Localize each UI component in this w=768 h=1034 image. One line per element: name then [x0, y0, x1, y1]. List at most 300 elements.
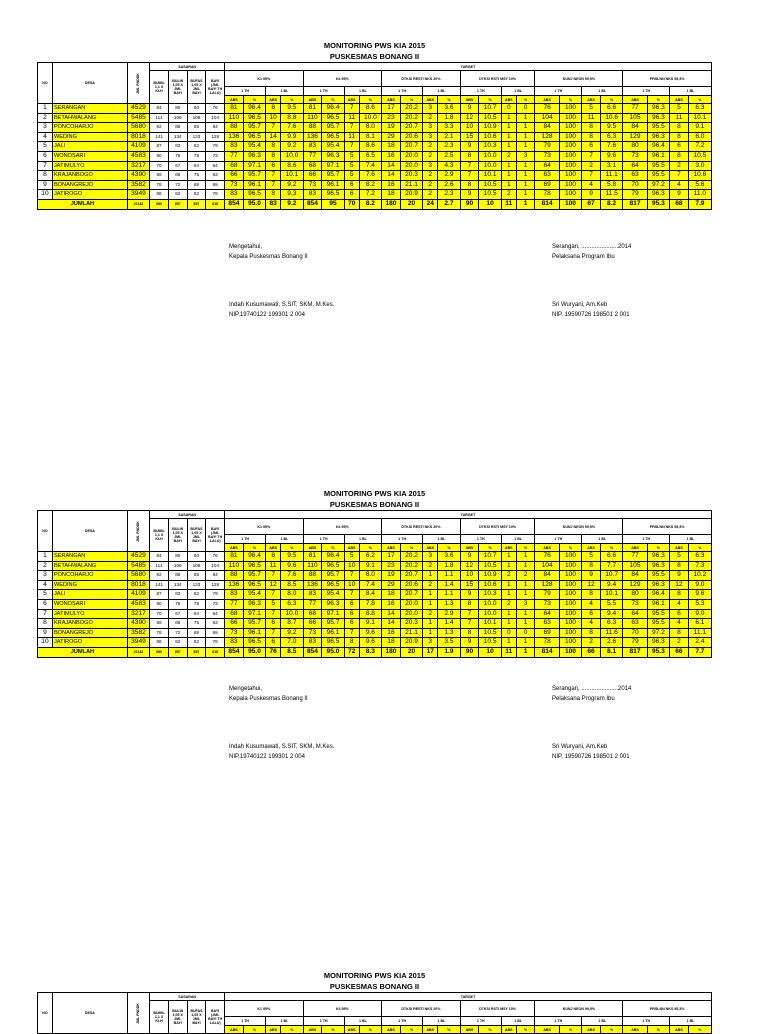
table-cell: 100: [559, 628, 581, 638]
col-abs: ABS: [535, 1026, 559, 1034]
table-cell: 7: [344, 571, 359, 581]
table-cell: 9.5: [281, 104, 303, 114]
table-cell: 1: [501, 561, 516, 571]
table-cell: 141: [150, 132, 169, 142]
table-cell: 1: [516, 609, 535, 619]
table-cell: 83: [168, 590, 187, 600]
table-cell: 20.0: [400, 599, 422, 609]
table-cell: 69: [206, 628, 225, 638]
table-cell: 11.1: [600, 171, 622, 181]
table-cell: 73: [303, 180, 322, 190]
col-1bl: 1 BL: [582, 87, 623, 96]
col-abs: ABS: [344, 96, 359, 104]
table-cell: 9.1: [688, 123, 711, 133]
table-cell: 9: [460, 104, 479, 114]
table-cell: 133: [187, 580, 206, 590]
table-cell: 5: [670, 552, 689, 562]
table-cell: 7: [266, 628, 281, 638]
total-row: [38, 647, 712, 657]
table-cell: 6: [266, 638, 281, 648]
table-cell: KRAJANBOGO: [52, 171, 127, 181]
col-abs: ABS: [303, 544, 322, 552]
table-cell: 8.6: [359, 142, 381, 152]
table-cell: 9: [582, 190, 601, 200]
table-cell: 63: [535, 171, 559, 181]
table-cell: 70: [150, 609, 169, 619]
table-cell: 76: [535, 552, 559, 562]
table-cell: 1: [501, 161, 516, 171]
table-cell: 10.5: [479, 190, 501, 200]
table-cell: 8.6: [359, 104, 381, 114]
table-cell: 73: [303, 628, 322, 638]
total-cell: 8.3: [359, 647, 381, 657]
table-cell: 77: [225, 599, 244, 609]
table-cell: 83: [168, 142, 187, 152]
signature-right: [552, 684, 631, 762]
table-cell: 3.6: [438, 552, 460, 562]
table-cell: 104: [206, 113, 225, 123]
table-cell: 1: [501, 123, 516, 133]
table-cell: 8: [266, 190, 281, 200]
col-1th: 1 TH: [623, 535, 670, 544]
table-cell: 16: [382, 180, 401, 190]
table-row: [38, 552, 712, 562]
table-cell: 21.1: [400, 180, 422, 190]
total-cell: 818: [206, 647, 225, 657]
table-cell: JALI: [52, 590, 127, 600]
table-cell: 136: [303, 580, 322, 590]
col-pct: %: [400, 544, 422, 552]
table-cell: 64: [187, 609, 206, 619]
table-cell: 63: [535, 619, 559, 629]
table-cell: KRAJANBOGO: [52, 619, 127, 629]
col-abs: ABS: [423, 544, 438, 552]
table-cell: 1: [423, 571, 438, 581]
table-cell: 84: [206, 571, 225, 581]
table-cell: 8: [582, 561, 601, 571]
table-cell: 9.6: [688, 590, 711, 600]
table-cell: 9.4: [600, 609, 622, 619]
table-cell: JATIMULYO: [52, 161, 127, 171]
table-cell: 10.7: [600, 571, 622, 581]
col-bumil: BUMIL 1,1 X KLH: [150, 1001, 169, 1034]
table-cell: 2: [423, 171, 438, 181]
table-cell: 16: [382, 599, 401, 609]
table-cell: 10: [344, 580, 359, 590]
table-cell: 82: [168, 190, 187, 200]
col-1th: 1 TH: [382, 1017, 423, 1026]
table-cell: 5: [344, 552, 359, 562]
total-cell: 95: [322, 199, 344, 209]
table-cell: 4390: [127, 619, 149, 629]
table-cell: 12: [266, 580, 281, 590]
signature-left: [229, 684, 334, 762]
col-1th: 1 TH: [382, 87, 423, 96]
table-cell: 136: [303, 132, 322, 142]
table-cell: 69: [535, 628, 559, 638]
table-cell: 96.3: [647, 104, 669, 114]
table-cell: 73: [225, 180, 244, 190]
table-cell: 97.1: [322, 609, 344, 619]
col-1th: 1 TH: [535, 1017, 582, 1026]
table-cell: 67: [168, 161, 187, 171]
table-cell: 114: [150, 561, 169, 571]
table-cell: 1: [516, 638, 535, 648]
table-cell: 10: [460, 123, 479, 133]
table-cell: 20.6: [400, 132, 422, 142]
table-cell: 70: [150, 161, 169, 171]
table-cell: 5: [344, 171, 359, 181]
place-date: Serangan, ......................2014: [552, 244, 632, 250]
table-cell: 80: [168, 104, 187, 114]
table-cell: 79: [535, 142, 559, 152]
table-cell: 29: [382, 580, 401, 590]
table-cell: 88: [168, 571, 187, 581]
table-cell: 20.2: [400, 104, 422, 114]
col-group-1: K4 95%: [303, 519, 382, 535]
col-abs: ABS: [501, 1026, 516, 1034]
col-1th: 1 TH: [623, 87, 670, 96]
table-cell: BONANGREJO: [52, 180, 127, 190]
col-group-5: PRSLNN NKS 95,3%: [623, 71, 712, 87]
table-cell: 97.1: [243, 609, 265, 619]
table-cell: 92: [150, 571, 169, 581]
table-cell: 10.2: [688, 571, 711, 581]
table-cell: 109: [168, 113, 187, 123]
table-cell: 10.7: [479, 104, 501, 114]
table-cell: 20.0: [400, 161, 422, 171]
table-cell: 11: [344, 132, 359, 142]
table-cell: 96.3: [647, 561, 669, 571]
total-cell: 180: [382, 647, 401, 657]
table-cell: 4: [670, 599, 689, 609]
total-cell: 47442: [127, 199, 149, 209]
col-abs: ABS: [670, 96, 689, 104]
table-cell: 80: [187, 104, 206, 114]
total-cell: 1: [516, 647, 535, 657]
col-bayi: BAYI (JML BAYI TH LALU): [206, 1001, 225, 1034]
table-cell: 96.4: [647, 590, 669, 600]
table-cell: 100: [559, 180, 581, 190]
table-cell: 7.2: [688, 142, 711, 152]
table-cell: 10.0: [479, 151, 501, 161]
table-cell: 96.5: [322, 190, 344, 200]
col-group-5: PRSLNN NKS 95,3%: [623, 1001, 712, 1017]
table-cell: 1.4: [438, 619, 460, 629]
table-cell: 1: [516, 132, 535, 142]
table-cell: 4: [670, 619, 689, 629]
table-cell: 2: [670, 161, 689, 171]
table-cell: 4: [38, 580, 53, 590]
total-cell: 66: [582, 647, 601, 657]
table-cell: 96.3: [647, 638, 669, 648]
table-cell: 68: [187, 180, 206, 190]
table-cell: 7: [460, 161, 479, 171]
table-cell: 7.4: [359, 580, 381, 590]
table-cell: 7.3: [688, 561, 711, 571]
total-cell: 818: [206, 199, 225, 209]
col-pct: %: [516, 96, 535, 104]
table-cell: 4583: [127, 599, 149, 609]
col-group-3: DTKSI RSTI MSY 10%: [460, 1001, 535, 1017]
table-cell: 100: [559, 561, 581, 571]
table-cell: 95.5: [647, 609, 669, 619]
col-abs: ABS: [225, 544, 244, 552]
table-cell: 129: [623, 580, 647, 590]
table-cell: 2: [670, 638, 689, 648]
table-cell: 19: [382, 571, 401, 581]
total-cell: 72: [344, 647, 359, 657]
table-cell: 8: [266, 151, 281, 161]
table-cell: 1: [516, 561, 535, 571]
table-cell: 5680: [127, 571, 149, 581]
table-cell: 81: [225, 552, 244, 562]
table-row: [38, 619, 712, 629]
table-cell: 8: [266, 142, 281, 152]
table-cell: 1: [423, 599, 438, 609]
col-pct: %: [479, 544, 501, 552]
table-cell: WEDING: [52, 132, 127, 142]
col-abs: ABS: [303, 1026, 322, 1034]
table-cell: 87: [150, 142, 169, 152]
table-cell: 70: [623, 180, 647, 190]
table-cell: 8018: [127, 580, 149, 590]
table-cell: 77: [303, 151, 322, 161]
col-group-4: KUNJ NEON 99,5%: [535, 519, 623, 535]
table-cell: 100: [559, 638, 581, 648]
table-cell: 96.3: [647, 190, 669, 200]
table-cell: 110: [225, 113, 244, 123]
table-cell: 6.5: [359, 151, 381, 161]
table-cell: 73: [623, 599, 647, 609]
table-cell: 5: [344, 151, 359, 161]
table-cell: 17: [382, 104, 401, 114]
table-cell: 10.5: [479, 180, 501, 190]
table-cell: 8: [582, 590, 601, 600]
table-cell: 9: [460, 638, 479, 648]
table-cell: 5.5: [600, 599, 622, 609]
table-cell: 134: [168, 580, 187, 590]
table-cell: 2: [423, 151, 438, 161]
col-1bl: 1 BL: [670, 87, 712, 96]
table-cell: BETAHWALANG: [52, 561, 127, 571]
table-cell: 75: [187, 171, 206, 181]
table-cell: 1: [516, 552, 535, 562]
col-abs: ABS: [266, 544, 281, 552]
col-abs: ABS: [382, 1026, 401, 1034]
table-cell: 79: [187, 151, 206, 161]
col-1th: 1 TH: [460, 1017, 501, 1026]
col-1th: 1 TH: [382, 535, 423, 544]
head-nip: NIP.19740122 199301 2 004: [229, 754, 305, 760]
table-cell: 2: [582, 161, 601, 171]
total-cell: 8.2: [600, 199, 622, 209]
total-cell: 95.0: [243, 647, 265, 657]
table-cell: 1.3: [438, 599, 460, 609]
table-cell: 0: [516, 628, 535, 638]
col-1bl: 1 BL: [423, 535, 460, 544]
table-cell: 0: [501, 104, 516, 114]
col-abs: ABS: [623, 1026, 647, 1034]
table-cell: 9.3: [281, 190, 303, 200]
table-cell: 86: [150, 638, 169, 648]
table-cell: JATIMULYO: [52, 609, 127, 619]
table-cell: 2: [423, 580, 438, 590]
col-abs: ABS: [382, 544, 401, 552]
table-cell: 10.3: [479, 590, 501, 600]
table-cell: 4583: [127, 151, 149, 161]
table-cell: 8.8: [359, 609, 381, 619]
col-bufas: BUFAS 1,05 X JML BAYI: [187, 1001, 206, 1034]
table-cell: 6: [38, 599, 53, 609]
col-jml-pnddk: JML PNDDK: [127, 511, 149, 552]
table-cell: 2: [38, 561, 53, 571]
col-jml-pnddk: JML PNDDK: [127, 993, 149, 1034]
col-group-1: K4 95%: [303, 71, 382, 87]
table-cell: 19: [382, 123, 401, 133]
table-cell: 4: [582, 619, 601, 629]
col-group-0: K1 95%: [225, 519, 304, 535]
table-cell: 8.4: [359, 590, 381, 600]
table-cell: 69: [206, 180, 225, 190]
table-cell: 73: [535, 151, 559, 161]
table-cell: 18: [382, 638, 401, 648]
table-row: [38, 590, 712, 600]
table-cell: 7: [38, 161, 53, 171]
total-cell: 899: [150, 199, 169, 209]
col-1bl: 1 BL: [670, 535, 712, 544]
table-cell: 9.6: [359, 638, 381, 648]
total-cell: 68: [670, 199, 689, 209]
col-abs: ABS: [460, 544, 479, 552]
table-cell: 95.5: [647, 123, 669, 133]
table-cell: PONCOHARJO: [52, 571, 127, 581]
table-cell: 4: [670, 180, 689, 190]
table-cell: 109: [187, 561, 206, 571]
col-abs: ABS: [535, 96, 559, 104]
table-cell: 0: [516, 104, 535, 114]
table-cell: 96.5: [243, 132, 265, 142]
table-cell: 77: [623, 104, 647, 114]
table-cell: 7: [266, 123, 281, 133]
table-cell: 67: [168, 609, 187, 619]
col-sasaran: SASARAN: [150, 511, 225, 519]
table-cell: 2.6: [600, 638, 622, 648]
table-cell: 1.8: [438, 113, 460, 123]
table-cell: 96.3: [322, 151, 344, 161]
table-cell: 1: [501, 580, 516, 590]
table-cell: 88: [225, 123, 244, 133]
table-cell: 96.3: [243, 151, 265, 161]
col-pct: %: [600, 1026, 622, 1034]
table-cell: 2: [501, 190, 516, 200]
table-cell: 2: [423, 609, 438, 619]
head-name: Indah Kusumawati, S.SIT, SKM, M.Kes.: [229, 302, 335, 308]
table-cell: 2: [501, 599, 516, 609]
total-cell: 854: [225, 647, 244, 657]
total-cell: 67: [582, 199, 601, 209]
table-cell: 83: [225, 590, 244, 600]
table-cell: 96.3: [647, 132, 669, 142]
total-cell: 100: [559, 199, 581, 209]
table-cell: 7: [460, 171, 479, 181]
col-pct: %: [243, 96, 265, 104]
col-group-4: KUNJ NEON 99,5%: [535, 71, 623, 87]
acknowledge-label: Mengetahui,: [229, 244, 263, 250]
table-cell: 97.2: [647, 628, 669, 638]
report-subtitle: PUSKESMAS BONANG II: [329, 52, 420, 61]
table-cell: 10.5: [479, 113, 501, 123]
total-cell: 90: [460, 199, 479, 209]
table-cell: 11: [670, 113, 689, 123]
table-cell: 7.8: [359, 599, 381, 609]
table-cell: 82: [187, 590, 206, 600]
col-abs: ABS: [423, 1026, 438, 1034]
col-1th: 1 TH: [535, 535, 582, 544]
table-cell: 100: [559, 142, 581, 152]
table-cell: 10: [38, 190, 53, 200]
table-cell: 104: [535, 113, 559, 123]
table-cell: 88: [303, 571, 322, 581]
table-cell: 18: [382, 142, 401, 152]
table-cell: 95.7: [243, 571, 265, 581]
total-cell: 8.5: [281, 647, 303, 657]
table-cell: SERANGAN: [52, 104, 127, 114]
table-cell: 75: [187, 619, 206, 629]
table-cell: 20.2: [400, 561, 422, 571]
total-cell: 47442: [127, 647, 149, 657]
table-cell: 1: [423, 619, 438, 629]
table-cell: 9.2: [281, 142, 303, 152]
col-sasaran: SASARAN: [150, 63, 225, 71]
total-cell: 95.3: [647, 647, 669, 657]
table-cell: 7.6: [281, 123, 303, 133]
col-group-2: DTKSI RESTI NKS 20%: [382, 71, 461, 87]
table-row: [38, 609, 712, 619]
table-cell: 5.6: [688, 180, 711, 190]
officer-title: Pelaksana Program Ibu: [552, 696, 615, 702]
col-abs: ABS: [303, 96, 322, 104]
table-cell: 2: [38, 113, 53, 123]
total-cell: 854: [225, 199, 244, 209]
table-cell: 9.0: [688, 580, 711, 590]
table-cell: 3582: [127, 628, 149, 638]
table-cell: 100: [559, 571, 581, 581]
table-cell: 9.6: [359, 628, 381, 638]
table-cell: 64: [206, 609, 225, 619]
table-cell: 2: [423, 113, 438, 123]
col-pct: %: [281, 96, 303, 104]
table-cell: 2.4: [688, 638, 711, 648]
table-cell: 136: [225, 132, 244, 142]
table-cell: 9.9: [281, 132, 303, 142]
table-cell: 114: [150, 113, 169, 123]
table-cell: 10.1: [600, 590, 622, 600]
table-cell: 12: [460, 561, 479, 571]
table-cell: 9.4: [600, 580, 622, 590]
table-cell: 85: [187, 123, 206, 133]
table-cell: 9: [38, 180, 53, 190]
table-cell: 1.1: [438, 590, 460, 600]
table-cell: 10.0: [479, 609, 501, 619]
table-cell: 100: [559, 161, 581, 171]
col-1th: 1 TH: [623, 1017, 670, 1026]
place-date: Serangan, ......................2014: [552, 686, 632, 692]
table-cell: 7: [266, 590, 281, 600]
table-cell: BETAHWALANG: [52, 113, 127, 123]
table-cell: 7: [266, 180, 281, 190]
officer-nip: NIP. 19590726 198501 2 001: [552, 312, 630, 318]
